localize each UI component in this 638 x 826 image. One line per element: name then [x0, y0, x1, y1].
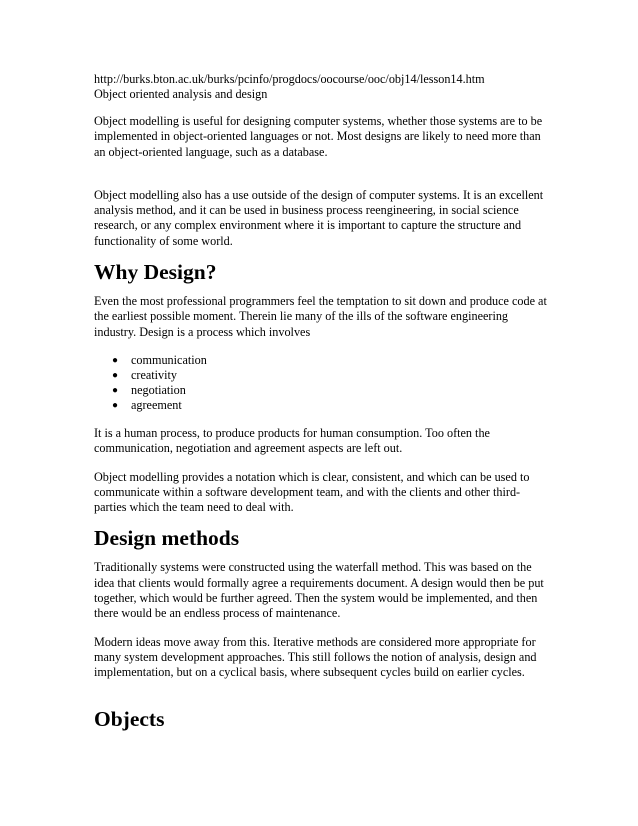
list-item: ● negotiation [112, 382, 186, 397]
source-url: http://burks.bton.ac.uk/burks/pcinfo/progdocs/oocourse/ooc/obj14/lesson14.htm [94, 72, 485, 86]
design-process-list [94, 353, 548, 413]
heading-objects: Objects [94, 706, 165, 731]
source-block [94, 72, 548, 101]
heading-design-methods: Design methods [94, 526, 240, 551]
why-design-paragraph-2: It is a human process, to produce products for human consumption. Too often the communication, negotiation and agreement aspects are left out. [94, 425, 490, 456]
why-design-paragraph-1: Even the most professional programmers feel the temptation to sit down and produce code at the earliest possible moment. Therein lie many of the ills of the software engineering industry. Design is a process which involves [94, 294, 547, 339]
heading-why-design: Why Design? [94, 260, 217, 285]
bullet-icon: ● [112, 354, 119, 366]
list-item: ● agreement [112, 397, 182, 412]
list-item: ● creativity [112, 367, 178, 382]
intro-paragraph-1: Object modelling is useful for designing computer systems, whether those systems are to be implemented in object-oriented languages or not. Most designs are likely to need more than an object-oriented language, such as a database. [94, 114, 543, 159]
design-methods-paragraph-2: Modern ideas move away from this. Iterative methods are considered more appropriate for many system development approaches. This still follows the notion of analysis, design and implementation, but on a cyclical basis, where subsequent cycles build on earlier cycles. [94, 634, 537, 680]
intro-paragraph-2: Object modelling also has a use outside of the design of computer systems. It is an excellent analysis method, and it can be used in business process reengineering, in social science research, or any complex environment where it is important to capture the structure and functionality of some world. [94, 187, 544, 248]
bullet-icon: ● [112, 384, 119, 396]
design-methods-paragraph-1: Traditionally systems were constructed using the waterfall method. This was based on the idea that clients would formally agree a requirements document. A design would then be put together, which would be further agreed. Then the system would be implemented, and then there would be an endless process of maintenance. [94, 560, 544, 621]
why-design-paragraph-3: Object modelling provides a notation which is clear, consistent, and which can be used to communicate within a software development team, and with the clients and other third-parties which the team need to deal with. [94, 469, 530, 515]
bullet-icon: ● [112, 369, 119, 381]
document-title: Object oriented analysis and design [94, 86, 268, 101]
list-item: ● communication [112, 352, 207, 367]
bullet-icon: ● [112, 399, 119, 411]
